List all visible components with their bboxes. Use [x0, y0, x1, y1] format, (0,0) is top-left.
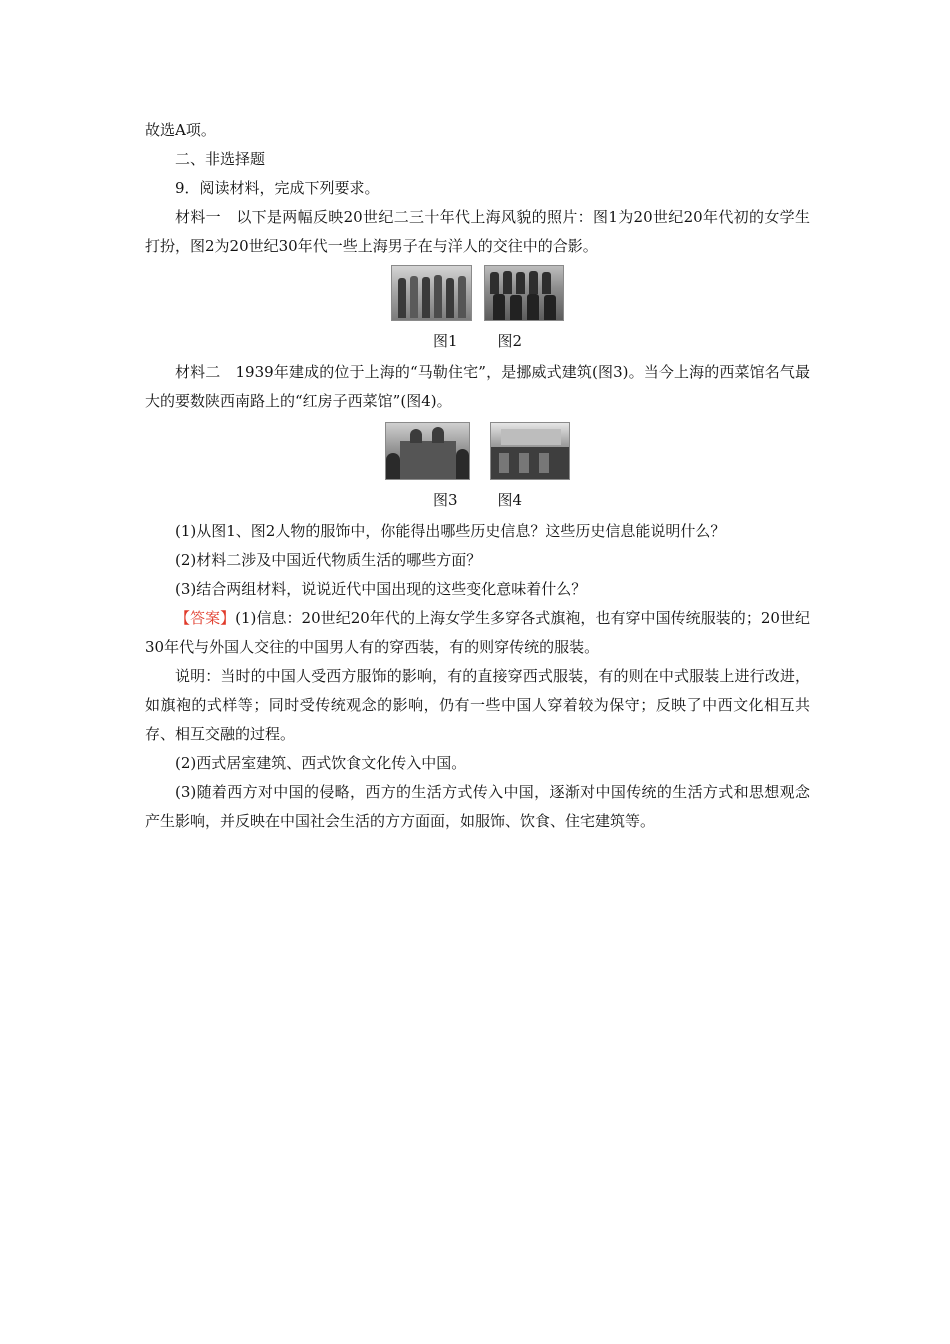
figure-2-photo	[484, 265, 564, 321]
figure-1-photo	[391, 265, 472, 321]
text-line: 故选A项。	[145, 121, 216, 139]
figure-4-photo	[490, 422, 570, 480]
figure-3-photo	[385, 422, 470, 480]
material-two: 材料二 1939年建成的位于上海的“马勒住宅”，是挪威式建筑(图3)。当今上海的西菜馆名气最大的要数陕西南路上的“红房子西菜馆”(图4)。	[145, 363, 810, 410]
answer-2: (2)西式居室建筑、西式饮食文化传入中国。	[175, 754, 467, 772]
caption-row-1	[145, 327, 810, 356]
answer-1-explanation: 说明：当时的中国人受西方服饰的影响，有的直接穿西式服装，有的则在中式服装上进行改进，如旗袍的式样等；同时受传统观念的影响，仍有一些中国人穿着较为保守；反映了中西文化相互共存、相互交融的过程。	[145, 667, 810, 743]
answer-tag: 【答案】	[175, 609, 236, 627]
photo-row-2	[145, 422, 810, 480]
answer-1-text: (1)信息：20世纪20年代的上海女学生多穿各式旗袍，也有穿中国传统服装的；20世纪30年代与外国人交往的中国男人有的穿西装，有的则穿传统的服装。	[145, 609, 810, 656]
caption-row-2	[145, 486, 810, 515]
sub-question-3: (3)结合两组材料，说说近代中国出现的这些变化意味着什么？	[175, 580, 587, 598]
material-one: 材料一 以下是两幅反映20世纪二三十年代上海风貌的照片：图1为20世纪20年代初的女学生打扮，图2为20世纪30年代一些上海男子在与洋人的交往中的合影。	[145, 208, 810, 255]
question-stem: 9．阅读材料，完成下列要求。	[175, 179, 380, 197]
figure-2-caption: 图2	[497, 332, 523, 350]
answer-1	[145, 604, 810, 662]
photo-row-1	[145, 265, 810, 321]
answer-3: (3)随着西方对中国的侵略，西方的生活方式传入中国，逐渐对中国传统的生活方式和思想观念产生影响，并反映在中国社会生活的方方面面，如服饰、饮食、住宅建筑等。	[145, 783, 810, 830]
figure-4-caption: 图4	[497, 491, 523, 509]
document-content	[145, 116, 810, 836]
figure-1-caption: 图1	[432, 332, 458, 350]
section-heading: 二、非选择题	[175, 150, 266, 168]
sub-question-1: (1)从图1、图2人物的服饰中，你能得出哪些历史信息？这些历史信息能说明什么？	[175, 522, 726, 540]
figure-3-caption: 图3	[432, 491, 458, 509]
sub-question-2: (2)材料二涉及中国近代物质生活的哪些方面？	[175, 551, 482, 569]
